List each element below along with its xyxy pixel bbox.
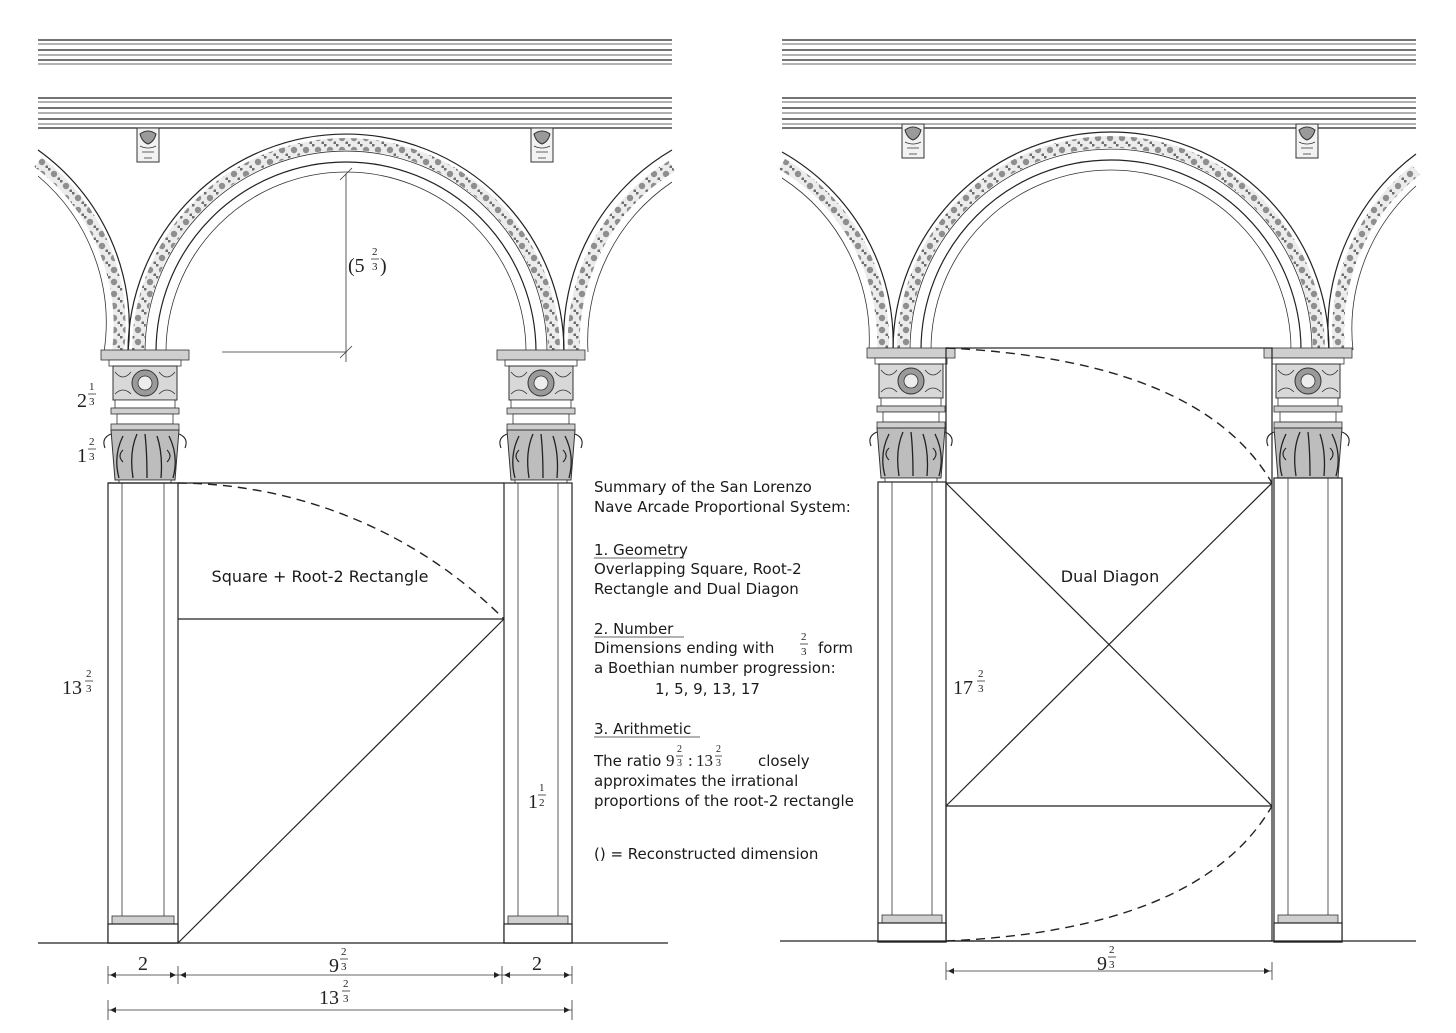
arch-left-partial [38, 150, 129, 352]
dual-diagon-geometry [946, 348, 1272, 941]
arch-height-close: ) [380, 255, 387, 277]
modillion-ornament [902, 124, 924, 158]
capital-right-right [1264, 348, 1352, 482]
section-number-line2: a Boethian number progression: [594, 659, 836, 677]
right-span-whole: 9 [1097, 953, 1107, 975]
ratio-a-num: 2 [677, 744, 682, 755]
right-span-den: 3 [1109, 959, 1115, 971]
arch-height-den: 3 [372, 261, 378, 273]
section-number-frac-num: 2 [801, 631, 807, 643]
column-height-whole: 13 [62, 677, 82, 699]
column-width-whole: 1 [528, 791, 538, 813]
modillion-ornament [531, 128, 553, 162]
right-height-num: 2 [978, 668, 984, 680]
lower-arc [946, 806, 1272, 941]
left-total-num: 2 [343, 978, 349, 990]
column-left [108, 483, 178, 943]
arch-main-right [893, 132, 1329, 350]
modillion-ornament [1296, 124, 1318, 158]
entablature-right [782, 98, 1416, 128]
column-width-num: 1 [539, 782, 545, 794]
capital-left [101, 350, 189, 484]
ratio-b-whole: 13 [696, 751, 713, 770]
ratio-b-den: 3 [716, 758, 721, 769]
column-left-right [878, 482, 946, 942]
bottom-dimensions-left [108, 966, 572, 1020]
section-number-progression: 1, 5, 9, 13, 17 [655, 680, 760, 698]
arch-height-dimension [222, 168, 352, 362]
ratio-a-whole: 9 [666, 751, 675, 770]
summary-title-line1: Summary of the San Lorenzo [594, 478, 812, 496]
section-geometry-line2: Rectangle and Dual Diagon [594, 580, 799, 598]
upper-arc [946, 348, 1272, 483]
ratio-a-den: 3 [677, 758, 682, 769]
right-height-den: 3 [978, 683, 984, 695]
summary-block [593, 478, 854, 863]
column-right [504, 483, 572, 943]
section-number-frac-den: 3 [801, 646, 807, 658]
section-arithmetic-heading: 3. Arithmetic [594, 720, 692, 738]
right-height-whole: 17 [953, 677, 973, 699]
entablature [38, 98, 672, 128]
pier-right-dim: 2 [532, 953, 542, 975]
summary-title-line2: Nave Arcade Proportional System: [594, 498, 851, 516]
modillion-ornament [137, 128, 159, 162]
capital-lower-whole: 1 [77, 445, 87, 467]
dual-diagon-label: Dual Diagon [1060, 567, 1160, 586]
cornice-top [38, 40, 672, 64]
section-arithmetic-line2: approximates the irrational [594, 772, 799, 790]
reconstructed-dimension-note: () = Reconstructed dimension [594, 845, 819, 863]
ratio-separator: : [688, 751, 693, 770]
right-elevation [780, 40, 1416, 980]
capital-right [497, 350, 585, 484]
left-span-den: 3 [341, 961, 347, 973]
arch-left-partial-right [782, 152, 893, 350]
section-number-line1b: form [818, 639, 853, 657]
left-elevation [38, 40, 672, 943]
capital-upper-num: 1 [89, 381, 95, 393]
pier-left-dim: 2 [138, 953, 148, 975]
left-span-whole: 9 [329, 955, 339, 977]
section-arithmetic-line3: proportions of the root-2 rectangle [594, 792, 854, 810]
arch-right-partial [564, 150, 672, 352]
left-total-den: 3 [343, 993, 349, 1005]
column-right-right [1274, 478, 1342, 942]
capital-upper-den: 3 [89, 396, 95, 408]
capital-left-right [867, 348, 955, 482]
capital-lower-den: 3 [89, 451, 95, 463]
section-geometry-heading: 1. Geometry [594, 541, 688, 559]
left-total-whole: 13 [319, 987, 339, 1009]
right-span-num: 2 [1109, 944, 1115, 956]
root2-arc [178, 483, 504, 619]
column-height-den: 3 [86, 683, 92, 695]
arch-right-partial-right [1328, 154, 1416, 350]
section-number-line1a: Dimensions ending with [594, 639, 775, 657]
left-span-num: 2 [341, 946, 347, 958]
section-arithmetic-line1b: closely [758, 752, 810, 770]
section-geometry-line1: Overlapping Square, Root-2 [594, 560, 802, 578]
arch-height-num: 2 [372, 246, 378, 258]
square-root2-label: Square + Root-2 Rectangle [211, 567, 429, 586]
section-number-heading: 2. Number [594, 620, 674, 638]
arch-height-label: (5 [348, 255, 365, 277]
capital-upper-whole: 2 [77, 390, 87, 412]
column-height-num: 2 [86, 668, 92, 680]
section-arithmetic-line1a: The ratio [594, 752, 662, 770]
cornice-top-right [782, 40, 1416, 64]
ratio-b-num: 2 [716, 744, 721, 755]
column-width-den: 2 [539, 797, 545, 809]
capital-lower-num: 2 [89, 436, 95, 448]
